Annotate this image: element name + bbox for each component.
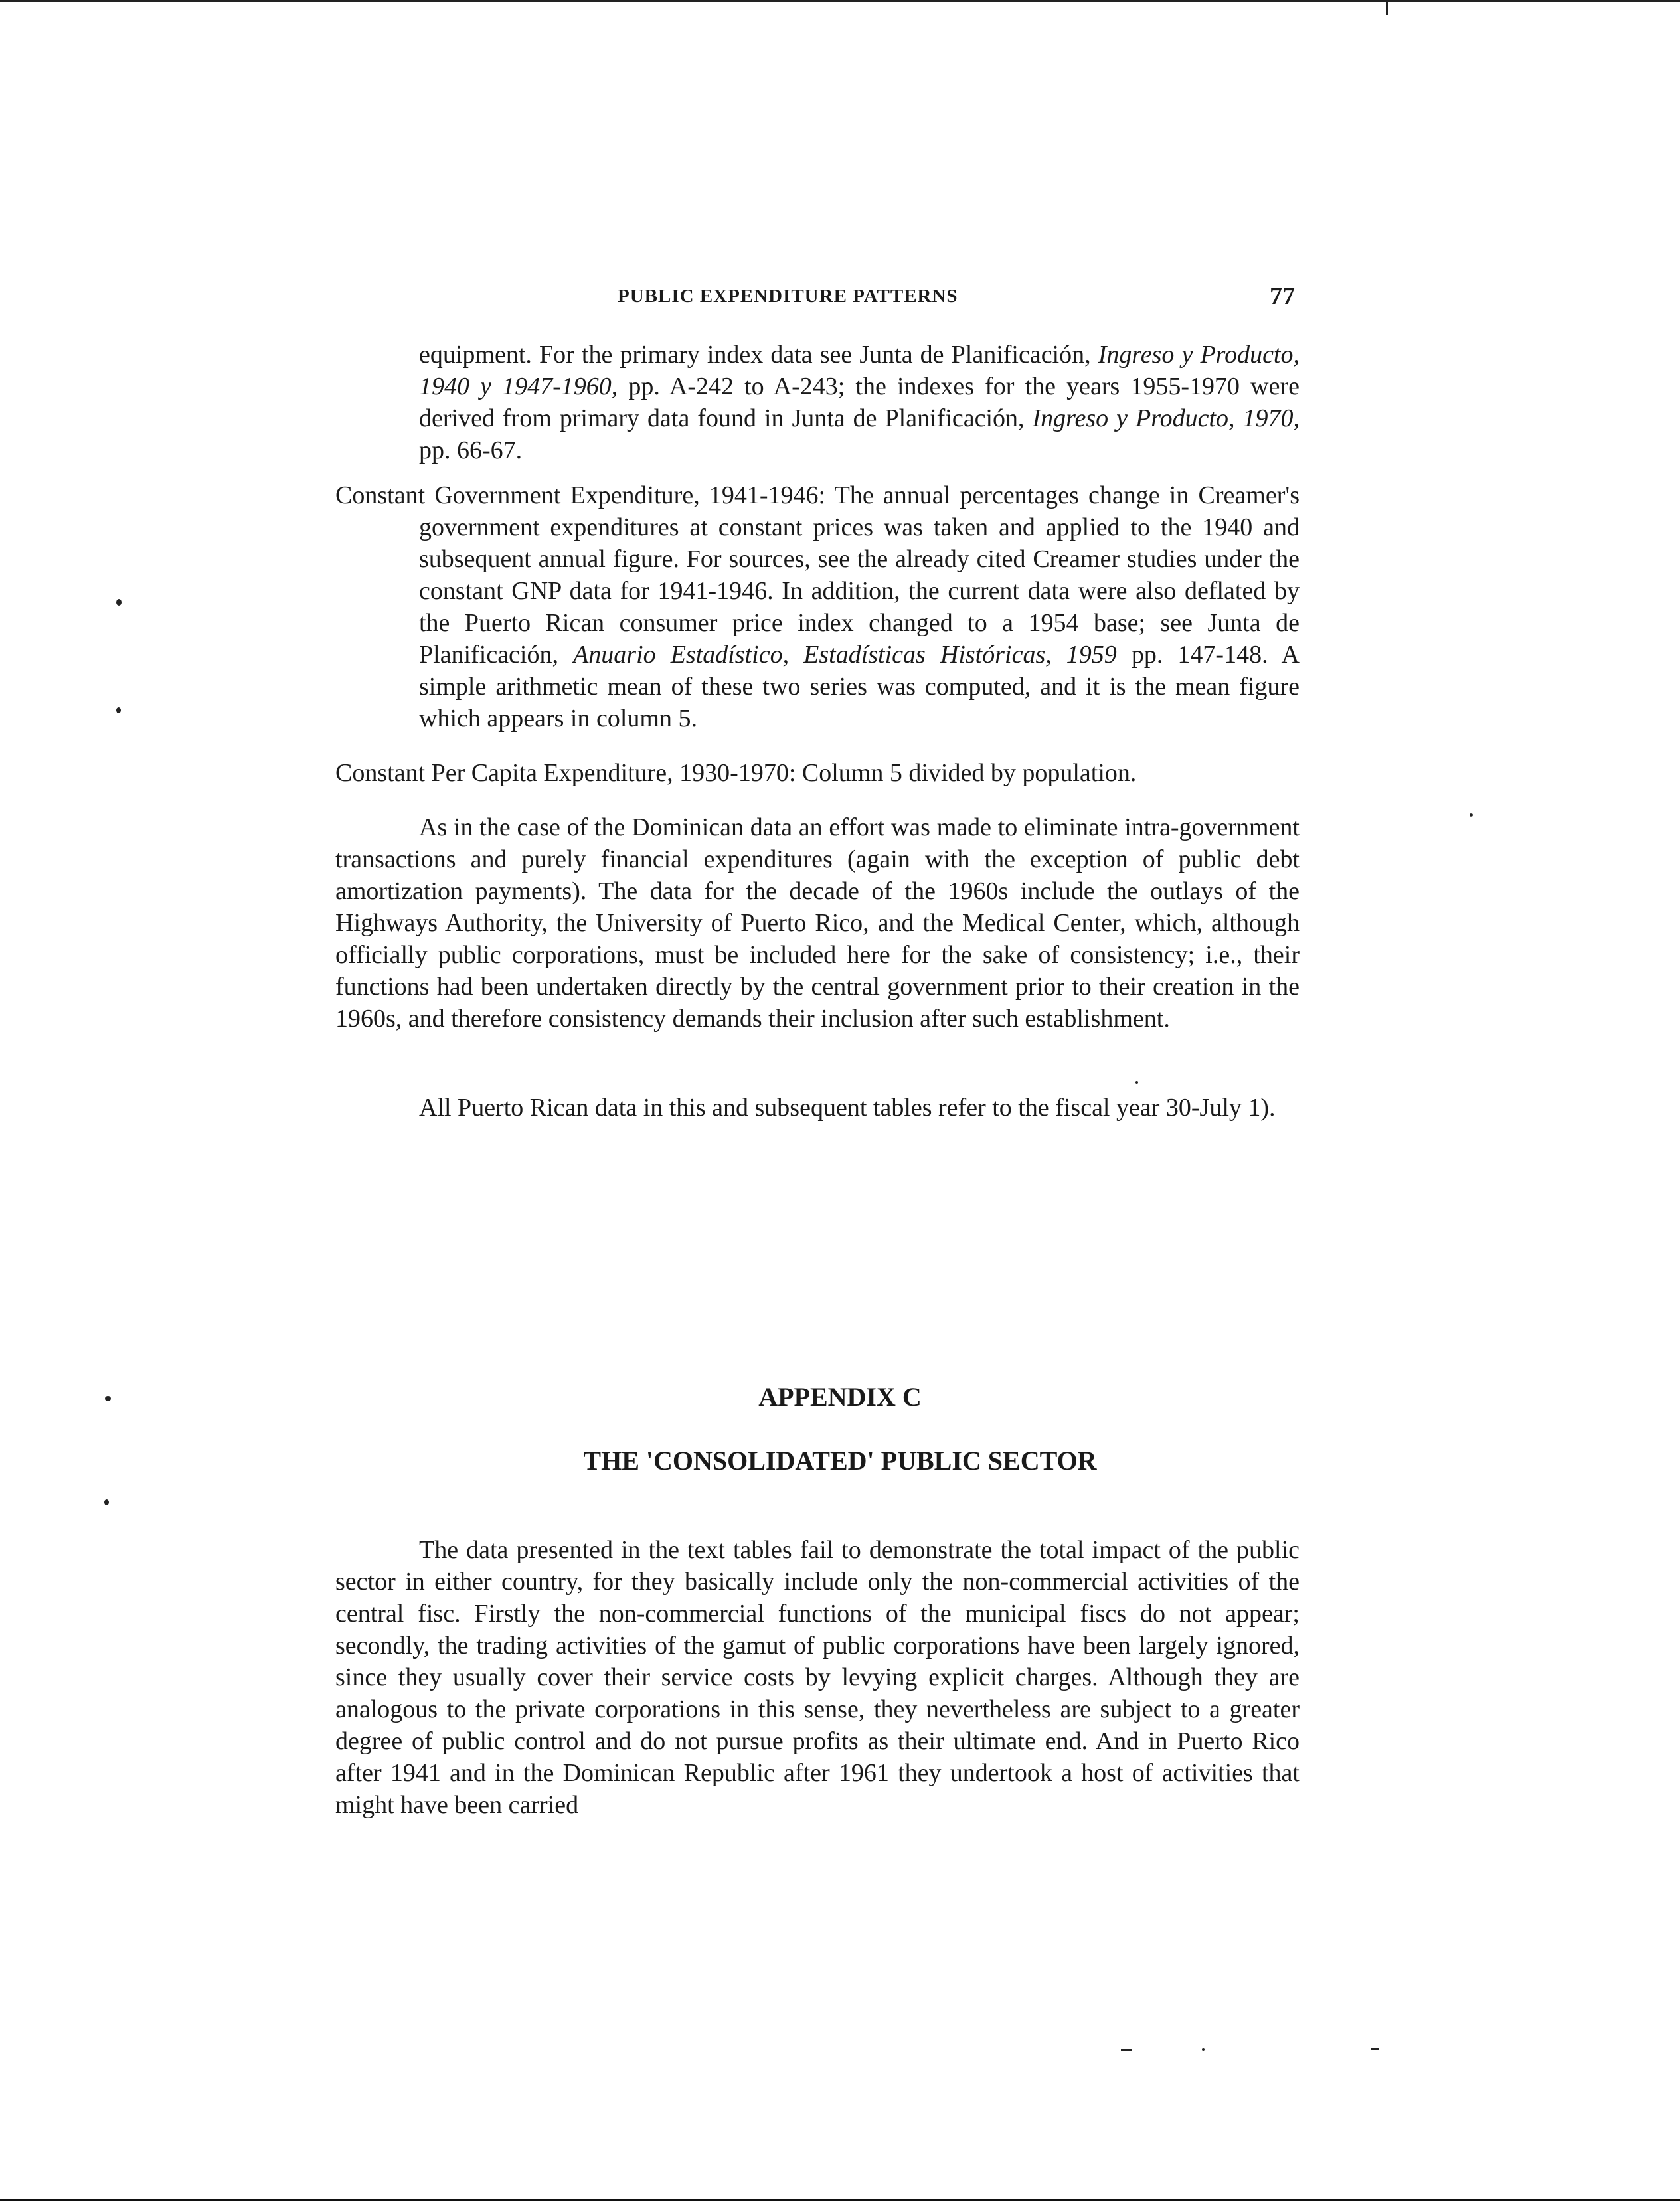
margin-speck <box>1470 813 1473 817</box>
appendix-paragraph <box>335 1534 1300 1821</box>
constant-gov-expenditure-note <box>335 479 1300 734</box>
margin-speck <box>116 707 121 713</box>
constant-per-capita-note: Constant Per Capita Expenditure, 1930-1970: Column 5 divided by population. <box>335 759 1137 787</box>
text-run: equipment. For the primary index data see Junta de Planificación, <box>419 341 1098 369</box>
source-note-continuation <box>419 339 1300 466</box>
text-run: pp. 147-148. A simple arithmetic mean of these two series was computed, and it is the mean figure which appears in column 5. <box>419 641 1300 732</box>
text-run: pp. 66-67. <box>419 436 523 464</box>
margin-speck <box>1135 1081 1138 1084</box>
scan-top-dash <box>677 0 797 2</box>
margin-speck <box>1371 2048 1379 2050</box>
scan-bottom-border <box>0 2199 1680 2201</box>
dominican-data-paragraph <box>335 811 1300 1035</box>
italic-title: Ingreso y Producto, 1970, <box>1032 404 1300 432</box>
fiscal-year-text: All Puerto Rican data in this and subsequent tables refer to the fiscal year 30-July 1). <box>419 1094 1276 1122</box>
dominican-data-text: As in the case of the Dominican data an effort was made to eliminate intra-government transactions and purely financial expenditures (again with the exception of public debt amortization payments). The data for the decade of the 1960s include the outlays of the Highways Authority, the University of Puerto Rico, and the Medical Center, which, although officially public corporations, must be included here for the sake of consistency; i.e., their functions had been undertaken directly by the central government prior to their creation in the 1960s, and therefore consistency demands their inclusion after such establishment. <box>335 813 1300 1033</box>
margin-speck <box>1121 2049 1132 2051</box>
continuation-text <box>419 339 1300 466</box>
margin-speck <box>1202 2048 1205 2051</box>
running-head: PUBLIC EXPENDITURE PATTERNS <box>618 286 958 307</box>
margin-speck <box>116 599 122 606</box>
italic-title: Anuario Estadístico, Estadísticas Históricas, 1959 <box>573 641 1117 669</box>
scan-top-tick <box>1386 0 1388 15</box>
text-run: pp. A-242 to A-243; the indexes for the years 1955-1970 were derived from primary data found in Junta de Planificación, <box>419 373 1300 432</box>
page-number: 77 <box>1270 282 1295 310</box>
text-run: Constant Government Expenditure, 1941-1946: The annual percentages change in Creamer's government expenditures at constant prices was taken and applied to the 1940 and subsequent annual figure. For sources, see the already cited Creamer studies under the constant GNP data for 1941-1946. In addition, the current data were also deflated by the Puerto Rican consumer price index changed to a 1954 base; see Junta de Planificación, <box>335 481 1300 669</box>
appendix-paragraph-text: The data presented in the text tables fail to demonstrate the total impact of the public sector in either country, for they basically include only the non-commercial activities of the central fisc. Firstly the non-commercial functions of the municipal fiscs do not appear; secondly, the trading activities of the gamut of public corporations have been largely ignored, since they usually cover their service costs by levying explicit charges. Although they are analogous to the private corporations in this sense, they nevertheless are subject to a greater degree of public control and do not pursue profits as their ultimate end. And in Puerto Rico after 1941 and in the Dominican Republic after 1961 they undertook a host of activities that might have been carried <box>335 1536 1300 1819</box>
appendix-title: APPENDIX C <box>758 1382 922 1412</box>
fiscal-year-paragraph <box>335 1092 1300 1124</box>
margin-speck <box>104 1499 109 1505</box>
scan-top-dash <box>199 0 292 2</box>
appendix-subtitle: THE 'CONSOLIDATED' PUBLIC SECTOR <box>583 1446 1097 1476</box>
italic-title: Ingreso y Producto, 1940 y 1947-1960, <box>419 341 1300 400</box>
